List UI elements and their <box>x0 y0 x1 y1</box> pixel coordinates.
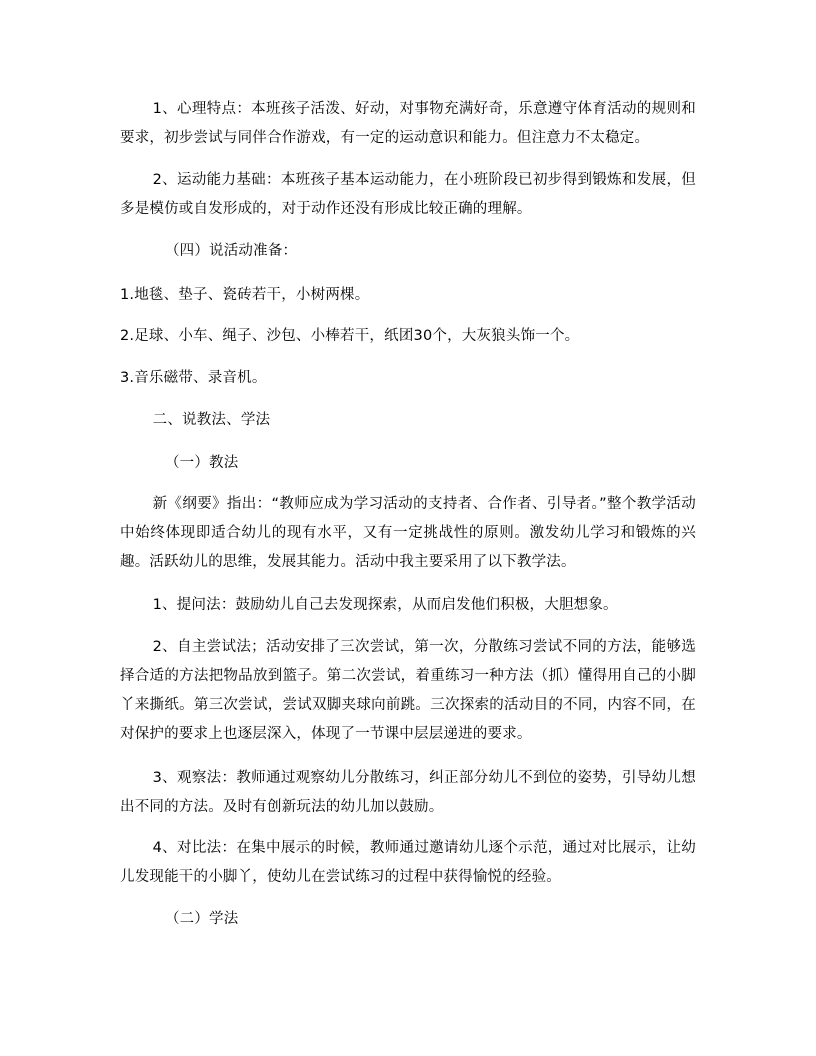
paragraph-questioning-method: 1、提问法：鼓励幼儿自己去发现探索，从而启发他们积极，大胆想象。 <box>152 597 618 613</box>
paragraph-prep-item-2: 2.足球、小车、绳子、沙包、小棒若干，纸团30个，大灰狼头饰一个。 <box>120 328 580 344</box>
paragraph-comparison-method: 4、对比法：在集中展示的时候，教师通过邀请幼儿逐个示范，通过对比展示，让幼儿发现能干的小脚丫，使幼儿在尝试练习的过程中获得愉悦的经验。 <box>120 840 696 885</box>
paragraph-observation-method: 3、观察法：教师通过观察幼儿分散练习，纠正部分幼儿不到位的姿势，引导幼儿想出不同的方法。及时有创新玩法的幼儿加以鼓励。 <box>120 770 696 815</box>
paragraph-self-trial-method: 2、自主尝试法；活动安排了三次尝试，第一次，分散练习尝试不同的方法，能够选择合适的方法把物品放到篮子。第二次尝试，着重练习一种方法（抓）懂得用自己的小脚丫来撕纸。第三次尝试，尝试双脚夹球向前跳。三次探索的活动目的不同，内容不同，在对保护的要求上也逐层深入，体现了一节课中层层递进的要求。 <box>120 639 696 742</box>
paragraph-prep-item-3: 3.音乐磁带、录音机。 <box>120 370 267 386</box>
heading-learning-method: （二）学法 <box>164 911 239 927</box>
heading-teaching-methods: 二、说教法、学法 <box>152 412 271 428</box>
heading-teaching-method: （一）教法 <box>164 455 239 471</box>
heading-activity-preparation: （四）说活动准备： <box>164 243 298 259</box>
paragraph-guideline: 新《纲要》指出：“教师应成为学习活动的支持者、合作者、引导者。”整个教学活动中始终体现即适合幼儿的现有水平，又有一定挑战性的原则。激发幼儿学习和锻炼的兴趣。活跃幼儿的思维，发展其能力。活动中我主要采用了以下教学法。 <box>120 496 696 570</box>
paragraph-prep-item-1: 1.地毯、垫子、瓷砖若干，小树两棵。 <box>120 287 370 303</box>
paragraph-psychological-traits: 1、心理特点：本班孩子活泼、好动，对事物充满好奇，乐意遵守体育活动的规则和要求，初步尝试与同伴合作游戏，有一定的运动意识和能力。但注意力不太稳定。 <box>120 101 696 146</box>
paragraph-motor-ability: 2、运动能力基础：本班孩子基本运动能力，在小班阶段已初步得到锻炼和发展，但多是模仿或自发形成的，对于动作还没有形成比较正确的理解。 <box>120 172 696 217</box>
